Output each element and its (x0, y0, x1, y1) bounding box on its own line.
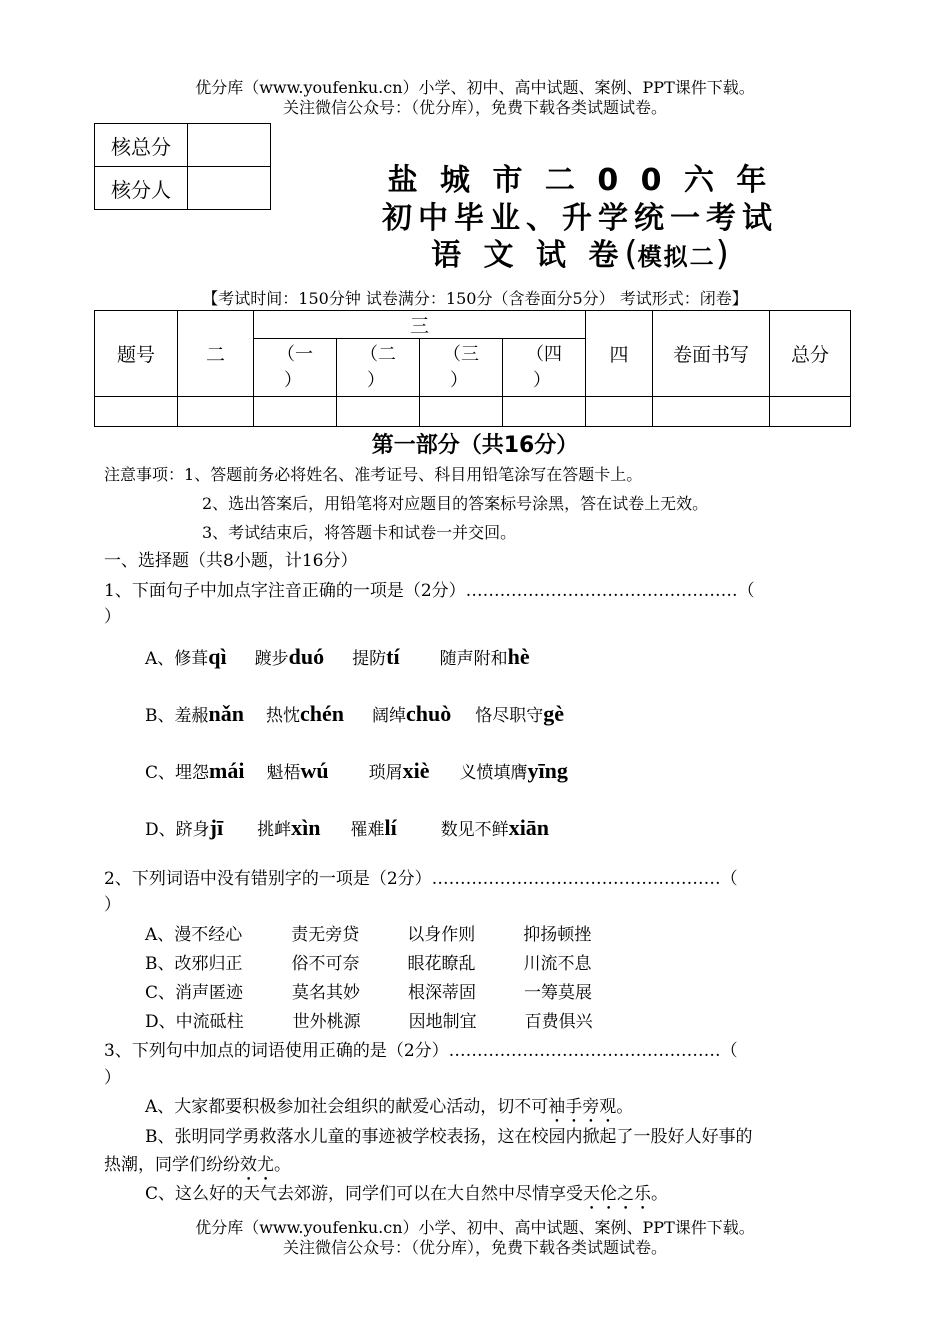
score-table-header-writing: 卷面书写 (653, 311, 770, 397)
word: 挑衅 (257, 820, 292, 840)
pinyin: qì (208, 644, 227, 669)
sub3a: （三 (443, 343, 479, 365)
q3-b-end: 。 (274, 1155, 291, 1175)
pinyin: nǎn (208, 701, 244, 726)
opt-label: C、 (145, 983, 176, 1003)
word: 义愤填膺 (459, 763, 528, 783)
q3-b-emphasis: 效尤 (240, 1155, 274, 1175)
section1-title: 一、选择题（共8小题，计16分） (104, 551, 358, 571)
q3-a-emphasis: 袖手旁观 (548, 1097, 617, 1117)
score-check-box (94, 123, 271, 210)
term: 抑扬顿挫 (523, 925, 592, 945)
total-score-label: 核总分 (95, 124, 188, 167)
sub2b: ） (367, 369, 385, 391)
scorer-label: 核分人 (95, 167, 188, 210)
term: 因地制宜 (408, 1012, 477, 1032)
score-table-header-3: 三 (254, 311, 586, 339)
word: 阔绰 (371, 706, 406, 726)
opt-label: A、 (145, 649, 175, 669)
pinyin: xiān (508, 815, 550, 840)
term: 根深蒂固 (408, 983, 477, 1003)
score-table-header-2: 二 (178, 311, 254, 397)
q1-close: ） (104, 607, 121, 627)
score-cell (95, 397, 178, 427)
term: 世外桃源 (292, 1012, 361, 1032)
title-paren-open: ( (624, 234, 638, 274)
score-cell (178, 397, 254, 427)
q2-option-d (145, 1007, 593, 1032)
note-3: 3、考试结束后，将答题卡和试卷一并交回。 (202, 523, 517, 542)
term: 川流不息 (523, 954, 592, 974)
score-cell (337, 397, 420, 427)
score-table-header-number: 题号 (95, 311, 178, 397)
term: 俗不可奈 (291, 954, 360, 974)
pinyin: tí (386, 644, 400, 669)
word: 埋怨 (175, 763, 210, 783)
opt-label: B、 (145, 954, 175, 974)
q3-c-emphasis: 天伦之乐 (583, 1184, 652, 1204)
word: 琐屑 (368, 763, 403, 783)
q3-b-text: 热潮，同学们纷纷 (104, 1155, 240, 1175)
pinyin: lí (384, 815, 397, 840)
title-subject: 语 文 试 卷 (431, 238, 625, 273)
sub3b: ） (450, 369, 468, 391)
q3-option-c (145, 1179, 668, 1214)
word: 提防 (352, 649, 387, 669)
pinyin: chuò (405, 701, 452, 726)
score-table (94, 310, 851, 427)
pinyin: chén (299, 701, 344, 726)
score-table-header-total: 总分 (770, 311, 851, 397)
q2-option-c (145, 978, 592, 1003)
sub1b: ） (284, 369, 302, 391)
opt-label: D、 (145, 820, 176, 840)
sub1a: （一 (277, 343, 313, 365)
word: 踱步 (254, 649, 289, 669)
word: 随声附和 (439, 649, 508, 669)
term: 责无旁贷 (291, 925, 360, 945)
word: 罹难 (350, 820, 385, 840)
q2-stem: 2、下列词语中没有错别字的一项是（2分）……………………………………………（ (104, 869, 738, 889)
title-paren-close: ) (715, 234, 729, 274)
term: 消声匿迹 (175, 983, 244, 1003)
q2-option-a (145, 920, 591, 945)
term: 一筹莫展 (524, 983, 593, 1003)
score-cell (254, 397, 337, 427)
q1-option-c (145, 758, 568, 784)
pinyin: gè (543, 701, 564, 726)
q1-option-a (145, 644, 530, 670)
pinyin: wú (300, 758, 329, 783)
page-footer-line1: 优分库（www.youfenku.cn）小学、初中、高中试题、案例、PPT课件下载。 (195, 1218, 755, 1237)
term: 漫不经心 (174, 925, 243, 945)
score-table-sub-1 (254, 339, 337, 397)
term: 眼花瞭乱 (407, 954, 476, 974)
scorer-cell (188, 167, 271, 210)
score-cell (586, 397, 653, 427)
word: 跻身 (175, 820, 210, 840)
q1-stem: 1、下面句子中加点字注音正确的一项是（2分）…………………………………………（ (104, 581, 755, 601)
q3-a-end: 。 (616, 1097, 634, 1117)
q3-close: ） (104, 1068, 121, 1088)
opt-label: A、 (145, 925, 175, 945)
term: 改邪归正 (174, 954, 243, 974)
pinyin: xìn (291, 815, 321, 840)
word: 恪尽职守 (475, 706, 544, 726)
score-table-sub-2 (337, 339, 420, 397)
opt-label: B、 (145, 706, 175, 726)
score-table-sub-4 (503, 339, 586, 397)
word: 羞赧 (174, 706, 209, 726)
word: 热忱 (265, 706, 300, 726)
q2-close: ） (104, 895, 121, 915)
pinyin: yīng (527, 758, 568, 783)
word: 修葺 (174, 649, 209, 669)
title-line1: 盐 城 市 二 0 0 六 年 (387, 163, 773, 198)
pinyin: mái (209, 758, 245, 783)
q3-c-text: C、这么好的天气去郊游，同学们可以在大自然中尽情享受 (145, 1184, 584, 1204)
score-cell (770, 397, 851, 427)
sub4b: ） (533, 369, 551, 391)
pinyin: xiè (402, 758, 430, 783)
note-1: 1、答题前务必将姓名、准考证号、科目用铅笔涂写在答题卡上。 (184, 465, 643, 484)
q3-option-b: B、张明同学勇救落水儿童的事迹被学校表扬，这在校园内掀起了一股好人好事的 (145, 1127, 753, 1147)
q1-option-d (145, 815, 549, 841)
score-cell (503, 397, 586, 427)
part1-title: 第一部分（共16分） (371, 433, 579, 458)
score-cell (420, 397, 503, 427)
title-line3 (330, 230, 830, 274)
q3-a-text: A、大家都要积极参加社会组织的献爱心活动，切不可 (145, 1097, 549, 1117)
term: 以身作则 (407, 925, 476, 945)
pinyin: hè (507, 644, 530, 669)
opt-label: C、 (145, 763, 176, 783)
term: 中流砥柱 (175, 1012, 244, 1032)
q3-stem: 3、下列句中加点的词语使用正确的是（2分）…………………………………………（ (104, 1041, 738, 1061)
page-header-line1: 优分库（www.youfenku.cn）小学、初中、高中试题、案例、PPT课件下载。 (195, 78, 755, 97)
term: 莫名其妙 (292, 983, 361, 1003)
q1-option-b (145, 701, 564, 727)
score-table-sub-3 (420, 339, 503, 397)
title-mock: 模拟二 (637, 243, 716, 271)
note-2: 2、选出答案后，用铅笔将对应题目的答案标号涂黑，答在试卷上无效。 (202, 494, 709, 513)
notes-label: 注意事项： (104, 465, 185, 484)
q3-c-end: 。 (651, 1184, 669, 1204)
word: 魁梧 (266, 763, 301, 783)
notes-line1 (104, 462, 642, 485)
page-footer-line2: 关注微信公众号：（优分库），免费下载各类试题试卷。 (282, 1238, 667, 1257)
exam-info: 【考试时间：150分钟 试卷满分：150分（含卷面分5分） 考试形式：闭卷】 (202, 289, 748, 308)
score-cell (653, 397, 770, 427)
pinyin: duó (288, 644, 325, 669)
title-line2: 初中毕业、升学统一考试 (382, 201, 778, 236)
q2-option-b (145, 949, 592, 974)
page-header-line2: 关注微信公众号：（优分库），免费下载各类试题试卷。 (282, 98, 667, 117)
word: 数见不鲜 (440, 820, 509, 840)
sub2a: （二 (360, 343, 396, 365)
total-score-cell (188, 124, 271, 167)
sub4a: （四 (526, 343, 562, 365)
opt-label: D、 (145, 1012, 176, 1032)
score-table-header-4: 四 (586, 311, 653, 397)
pinyin: jī (209, 815, 224, 840)
term: 百费俱兴 (524, 1012, 593, 1032)
